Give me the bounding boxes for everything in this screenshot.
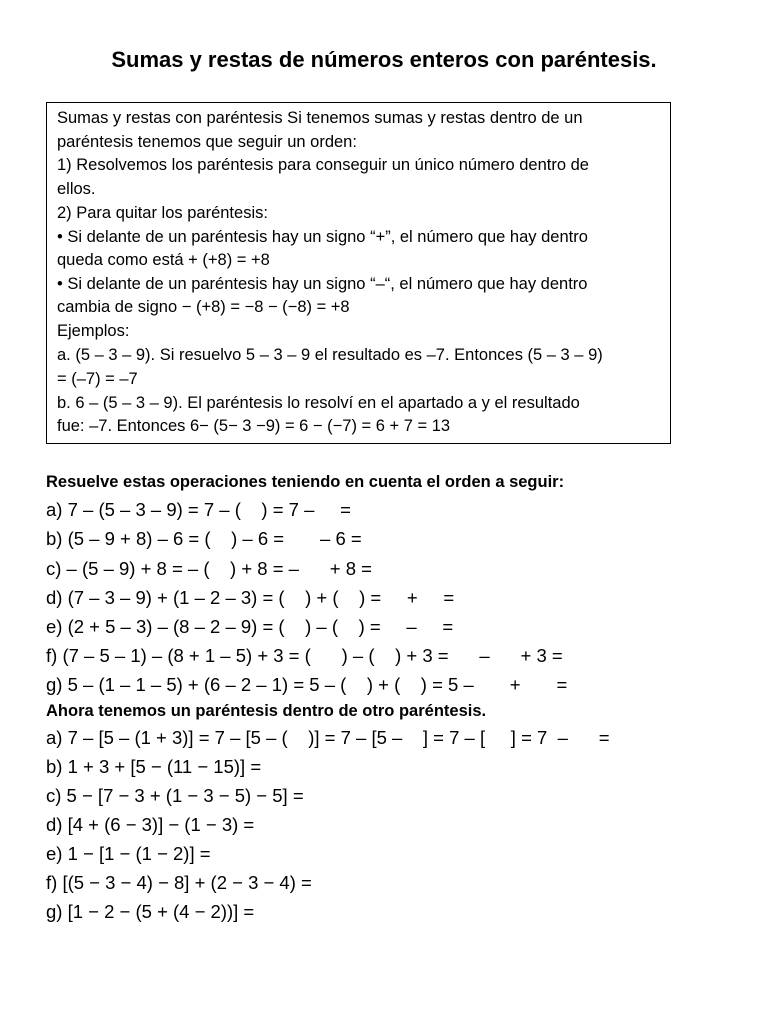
explanation-line: paréntesis tenemos que seguir un orden: xyxy=(57,133,357,151)
nested-exercise-f: f) [(5 − 3 − 4) − 8] + (2 − 3 − 4) = xyxy=(46,872,312,893)
exercise-e: e) (2 + 5 – 3) – (8 – 2 – 9) = ( ) – ( ) = – = xyxy=(46,616,454,637)
nested-exercise-e: e) 1 − [1 − (1 − 2)] = xyxy=(46,843,211,864)
exercise-d: d) (7 – 3 – 9) + (1 – 2 – 3) = ( ) + ( ) = + = xyxy=(46,587,455,608)
explanation-line: • Si delante de un paréntesis hay un signo “–“, el número que hay dentro xyxy=(57,275,588,293)
explanation-line: Sumas y restas con paréntesis Si tenemos sumas y restas dentro de un xyxy=(57,109,583,127)
explanation-line: fue: –7. Entonces 6− (5− 3 −9) = 6 − (−7) = 6 + 7 = 13 xyxy=(57,417,451,435)
explanation-line: b. 6 – (5 – 3 – 9). El paréntesis lo resolví en el apartado a y el resultado xyxy=(57,394,580,412)
nested-exercise-c: c) 5 − [7 − 3 + (1 − 3 − 5) − 5] = xyxy=(46,785,304,806)
nested-exercise-b: b) 1 + 3 + [5 − (11 − 15)] = xyxy=(46,756,262,777)
exercise-c: c) – (5 – 9) + 8 = – ( ) + 8 = – + 8 = xyxy=(46,558,372,579)
explanation-line: 2) Para quitar los paréntesis: xyxy=(57,204,268,222)
explanation-box xyxy=(46,102,671,444)
exercise-f: f) (7 – 5 – 1) – (8 + 1 – 5) + 3 = ( ) – ( ) + 3 = – + 3 = xyxy=(46,645,563,666)
explanation-line: 1) Resolvemos los paréntesis para conseguir un único número dentro de xyxy=(57,156,589,174)
nested-exercise-g: g) [1 − 2 − (5 + (4 − 2))] = xyxy=(46,901,255,922)
explanation-line: • Si delante de un paréntesis hay un signo “+”, el número que hay dentro xyxy=(57,228,588,246)
page-title: Sumas y restas de números enteros con paréntesis. xyxy=(111,47,657,72)
explanation-line: Ejemplos: xyxy=(57,322,130,340)
explanation-line: cambia de signo − (+8) = −8 − (−8) = +8 xyxy=(57,298,350,316)
explanation-line: queda como está + (+8) = +8 xyxy=(57,251,270,269)
exercise-a: a) 7 – (5 – 3 – 9) = 7 – ( ) = 7 – = xyxy=(46,499,351,520)
exercise-b: b) (5 – 9 + 8) – 6 = ( ) – 6 = – 6 = xyxy=(46,528,362,549)
section-heading-nested: Ahora tenemos un paréntesis dentro de otro paréntesis. xyxy=(46,702,487,720)
nested-exercise-a: a) 7 – [5 – (1 + 3)] = 7 – [5 – ( )] = 7 – [5 – ] = 7 – [ ] = 7 – = xyxy=(46,727,610,748)
explanation-line: a. (5 – 3 – 9). Si resuelvo 5 – 3 – 9 el resultado es –7. Entonces (5 – 3 – 9) xyxy=(57,346,603,364)
exercise-g: g) 5 – (1 – 1 – 5) + (6 – 2 – 1) = 5 – ( ) + ( ) = 5 – + = xyxy=(46,674,568,695)
nested-exercise-d: d) [4 + (6 − 3)] − (1 − 3) = xyxy=(46,814,255,835)
explanation-line: = (–7) = –7 xyxy=(57,370,138,388)
explanation-line: ellos. xyxy=(57,180,96,198)
section-heading-operations: Resuelve estas operaciones teniendo en cuenta el orden a seguir: xyxy=(46,473,565,491)
